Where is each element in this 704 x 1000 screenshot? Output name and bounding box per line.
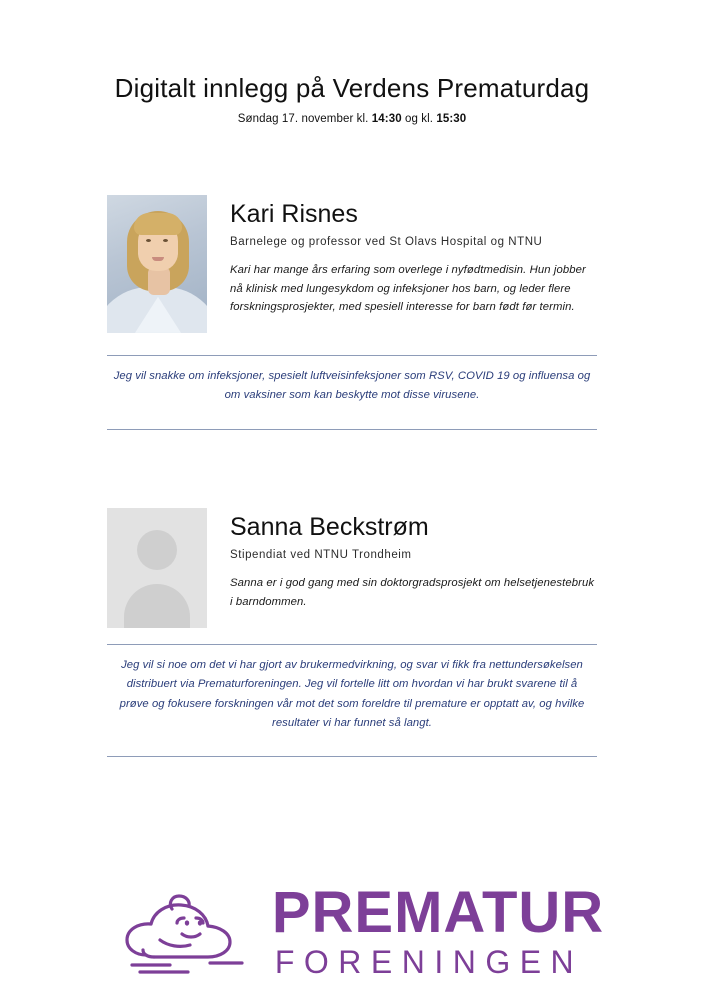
speaker-card-kari-risnes	[107, 195, 597, 430]
speaker-name: Sanna Beckstrøm	[230, 512, 429, 541]
speaker-quote: Jeg vil snakke om infeksjoner, spesielt luftveisinfeksjoner som RSV, COVID 19 og influensa og om vaksiner som kan beskytte mot disse virusene.	[113, 369, 591, 402]
logo-word-foreningen: FORENINGEN	[274, 944, 584, 980]
organization-logo	[0, 880, 704, 980]
speaker-portrait-photo	[107, 195, 207, 333]
event-time-1: 14:30	[371, 112, 402, 125]
portrait-mouth	[152, 257, 164, 261]
portrait-neck	[148, 267, 170, 295]
avatar-head-icon	[137, 530, 177, 570]
event-date-prefix: Søndag 17. november kl.	[237, 112, 372, 125]
sleeping-baby-icon	[110, 885, 262, 977]
event-time-separator: og kl.	[401, 112, 437, 125]
speaker-portrait-placeholder	[107, 508, 207, 628]
speaker-bio: Kari har mange års erfaring som overlege i nyfødtmedisin. Hun jobber nå klinisk med lungesykdom og infeksjoner hos barn, og leder flere forskningsprosjekter, med spesiell interesse for barn født før termin.	[230, 264, 586, 313]
event-time-2: 15:30	[436, 112, 467, 125]
speaker-name: Kari Risnes	[230, 199, 358, 228]
speaker-row	[107, 195, 597, 333]
logo-wordmark	[271, 880, 605, 980]
speaker-quote: Jeg vil si noe om det vi har gjort av brukermedvirkning, og svar vi fikk fra nettundersøkelsen distribuert via Prematurforeningen. Jeg vil fortelle litt om hvordan vi har brukt svarene til å prøve og fokusere forskningen vår mot det som foreldre til premature er opptatt av, og hvilke resultater vi har funnet så langt.	[119, 658, 585, 729]
page-title: Digitalt innlegg på Verdens Prematurdag	[114, 73, 590, 103]
speaker-text-block	[230, 195, 597, 316]
portrait-fringe	[134, 213, 182, 235]
document-header	[0, 0, 704, 125]
portrait-eye-right	[163, 239, 168, 242]
speaker-role: Barnelege og professor ved St Olavs Hospital og NTNU	[230, 236, 543, 249]
speaker-role: Stipendiat ved NTNU Trondheim	[230, 549, 412, 562]
speaker-bio: Sanna er i god gang med sin doktorgradsprosjekt om helsetjenestebruk i barndommen.	[230, 577, 595, 608]
speaker-row	[107, 508, 597, 628]
divider-bottom	[107, 429, 597, 430]
speaker-text-block	[230, 508, 597, 611]
divider-bottom	[107, 756, 597, 757]
logo-word-prematur: PREMATUR	[271, 880, 605, 945]
avatar-body-icon	[124, 584, 190, 628]
speaker-card-sanna-beckstrom	[107, 508, 597, 758]
portrait-eye-left	[146, 239, 151, 242]
event-datetime	[0, 113, 704, 125]
